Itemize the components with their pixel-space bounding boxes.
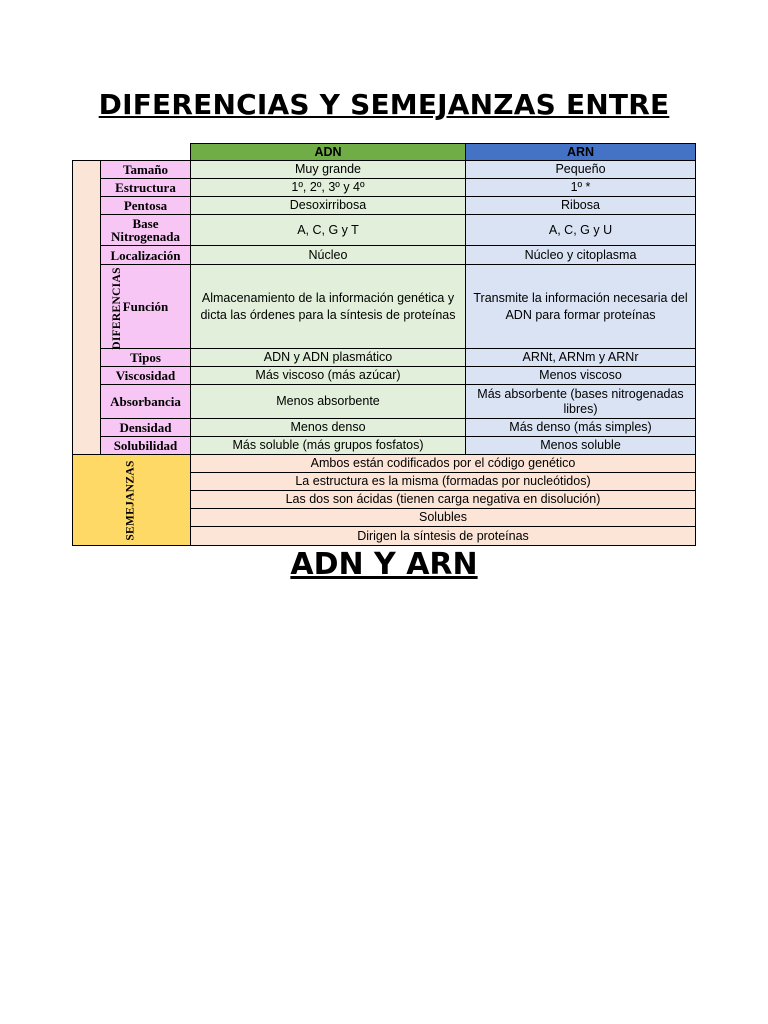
- adn-cell: Desoxirribosa: [191, 197, 466, 215]
- group-label-semejanzas: SEMEJANZAS: [73, 455, 191, 546]
- adn-cell: ADN y ADN plasmático: [191, 349, 466, 367]
- similarity-cell: Dirigen la síntesis de proteínas: [191, 527, 696, 546]
- adn-cell: Muy grande: [191, 161, 466, 179]
- table-row: [73, 349, 696, 367]
- page-subtitle: ADN Y ARN: [290, 547, 478, 582]
- arn-cell: Transmite la información necesaria del ADN para formar proteínas: [466, 265, 696, 349]
- similarity-cell: Las dos son ácidas (tienen carga negativa en disolución): [191, 491, 696, 509]
- arn-cell: Menos soluble: [466, 437, 696, 455]
- similarity-cell: Solubles: [191, 509, 696, 527]
- arn-cell: 1º *: [466, 179, 696, 197]
- adn-cell: Almacenamiento de la información genética y dicta las órdenes para la síntesis de proteínas: [191, 265, 466, 349]
- row-label: Localización: [101, 246, 191, 265]
- similarity-cell: Ambos están codificados por el código genético: [191, 455, 696, 473]
- arn-cell: Pequeño: [466, 161, 696, 179]
- table-header-row: [73, 144, 696, 161]
- comparison-table: [72, 143, 696, 546]
- similarity-row: [73, 455, 696, 473]
- adn-cell: Núcleo: [191, 246, 466, 265]
- table-row: [73, 265, 696, 349]
- table-row: [73, 215, 696, 246]
- arn-cell: Ribosa: [466, 197, 696, 215]
- arn-cell: Más absorbente (bases nitrogenadas libres): [466, 385, 696, 419]
- arn-cell: ARNt, ARNm y ARNr: [466, 349, 696, 367]
- table-row: [73, 197, 696, 215]
- row-label: Tamaño: [101, 161, 191, 179]
- row-label: Densidad: [101, 419, 191, 437]
- header-empty-cell: [73, 144, 191, 161]
- arn-cell: Más denso (más simples): [466, 419, 696, 437]
- column-header-arn: ARN: [466, 144, 696, 161]
- adn-cell: Más viscoso (más azúcar): [191, 367, 466, 385]
- table-row: [73, 367, 696, 385]
- row-label: Absorbancia: [101, 385, 191, 419]
- arn-cell: A, C, G y U: [466, 215, 696, 246]
- table-row: [73, 385, 696, 419]
- row-label: Base Nitrogenada: [101, 215, 191, 246]
- arn-cell: Menos viscoso: [466, 367, 696, 385]
- group-label-diferencias: DIFERENCIAS: [73, 161, 101, 455]
- table-row: [73, 179, 696, 197]
- row-label: Pentosa: [101, 197, 191, 215]
- table-row: [73, 246, 696, 265]
- table-row: [73, 437, 696, 455]
- row-label: Estructura: [101, 179, 191, 197]
- row-label: Función: [101, 265, 191, 349]
- adn-cell: Menos denso: [191, 419, 466, 437]
- row-label: Solubilidad: [101, 437, 191, 455]
- arn-cell: Núcleo y citoplasma: [466, 246, 696, 265]
- row-label: Viscosidad: [101, 367, 191, 385]
- adn-cell: A, C, G y T: [191, 215, 466, 246]
- page-title: DIFERENCIAS Y SEMEJANZAS ENTRE: [98, 88, 670, 121]
- adn-cell: 1º, 2º, 3º y 4º: [191, 179, 466, 197]
- table-row: [73, 161, 696, 179]
- row-label: Tipos: [101, 349, 191, 367]
- similarity-cell: La estructura es la misma (formadas por nucleótidos): [191, 473, 696, 491]
- table-row: [73, 419, 696, 437]
- adn-cell: Más soluble (más grupos fosfatos): [191, 437, 466, 455]
- adn-cell: Menos absorbente: [191, 385, 466, 419]
- column-header-adn: ADN: [191, 144, 466, 161]
